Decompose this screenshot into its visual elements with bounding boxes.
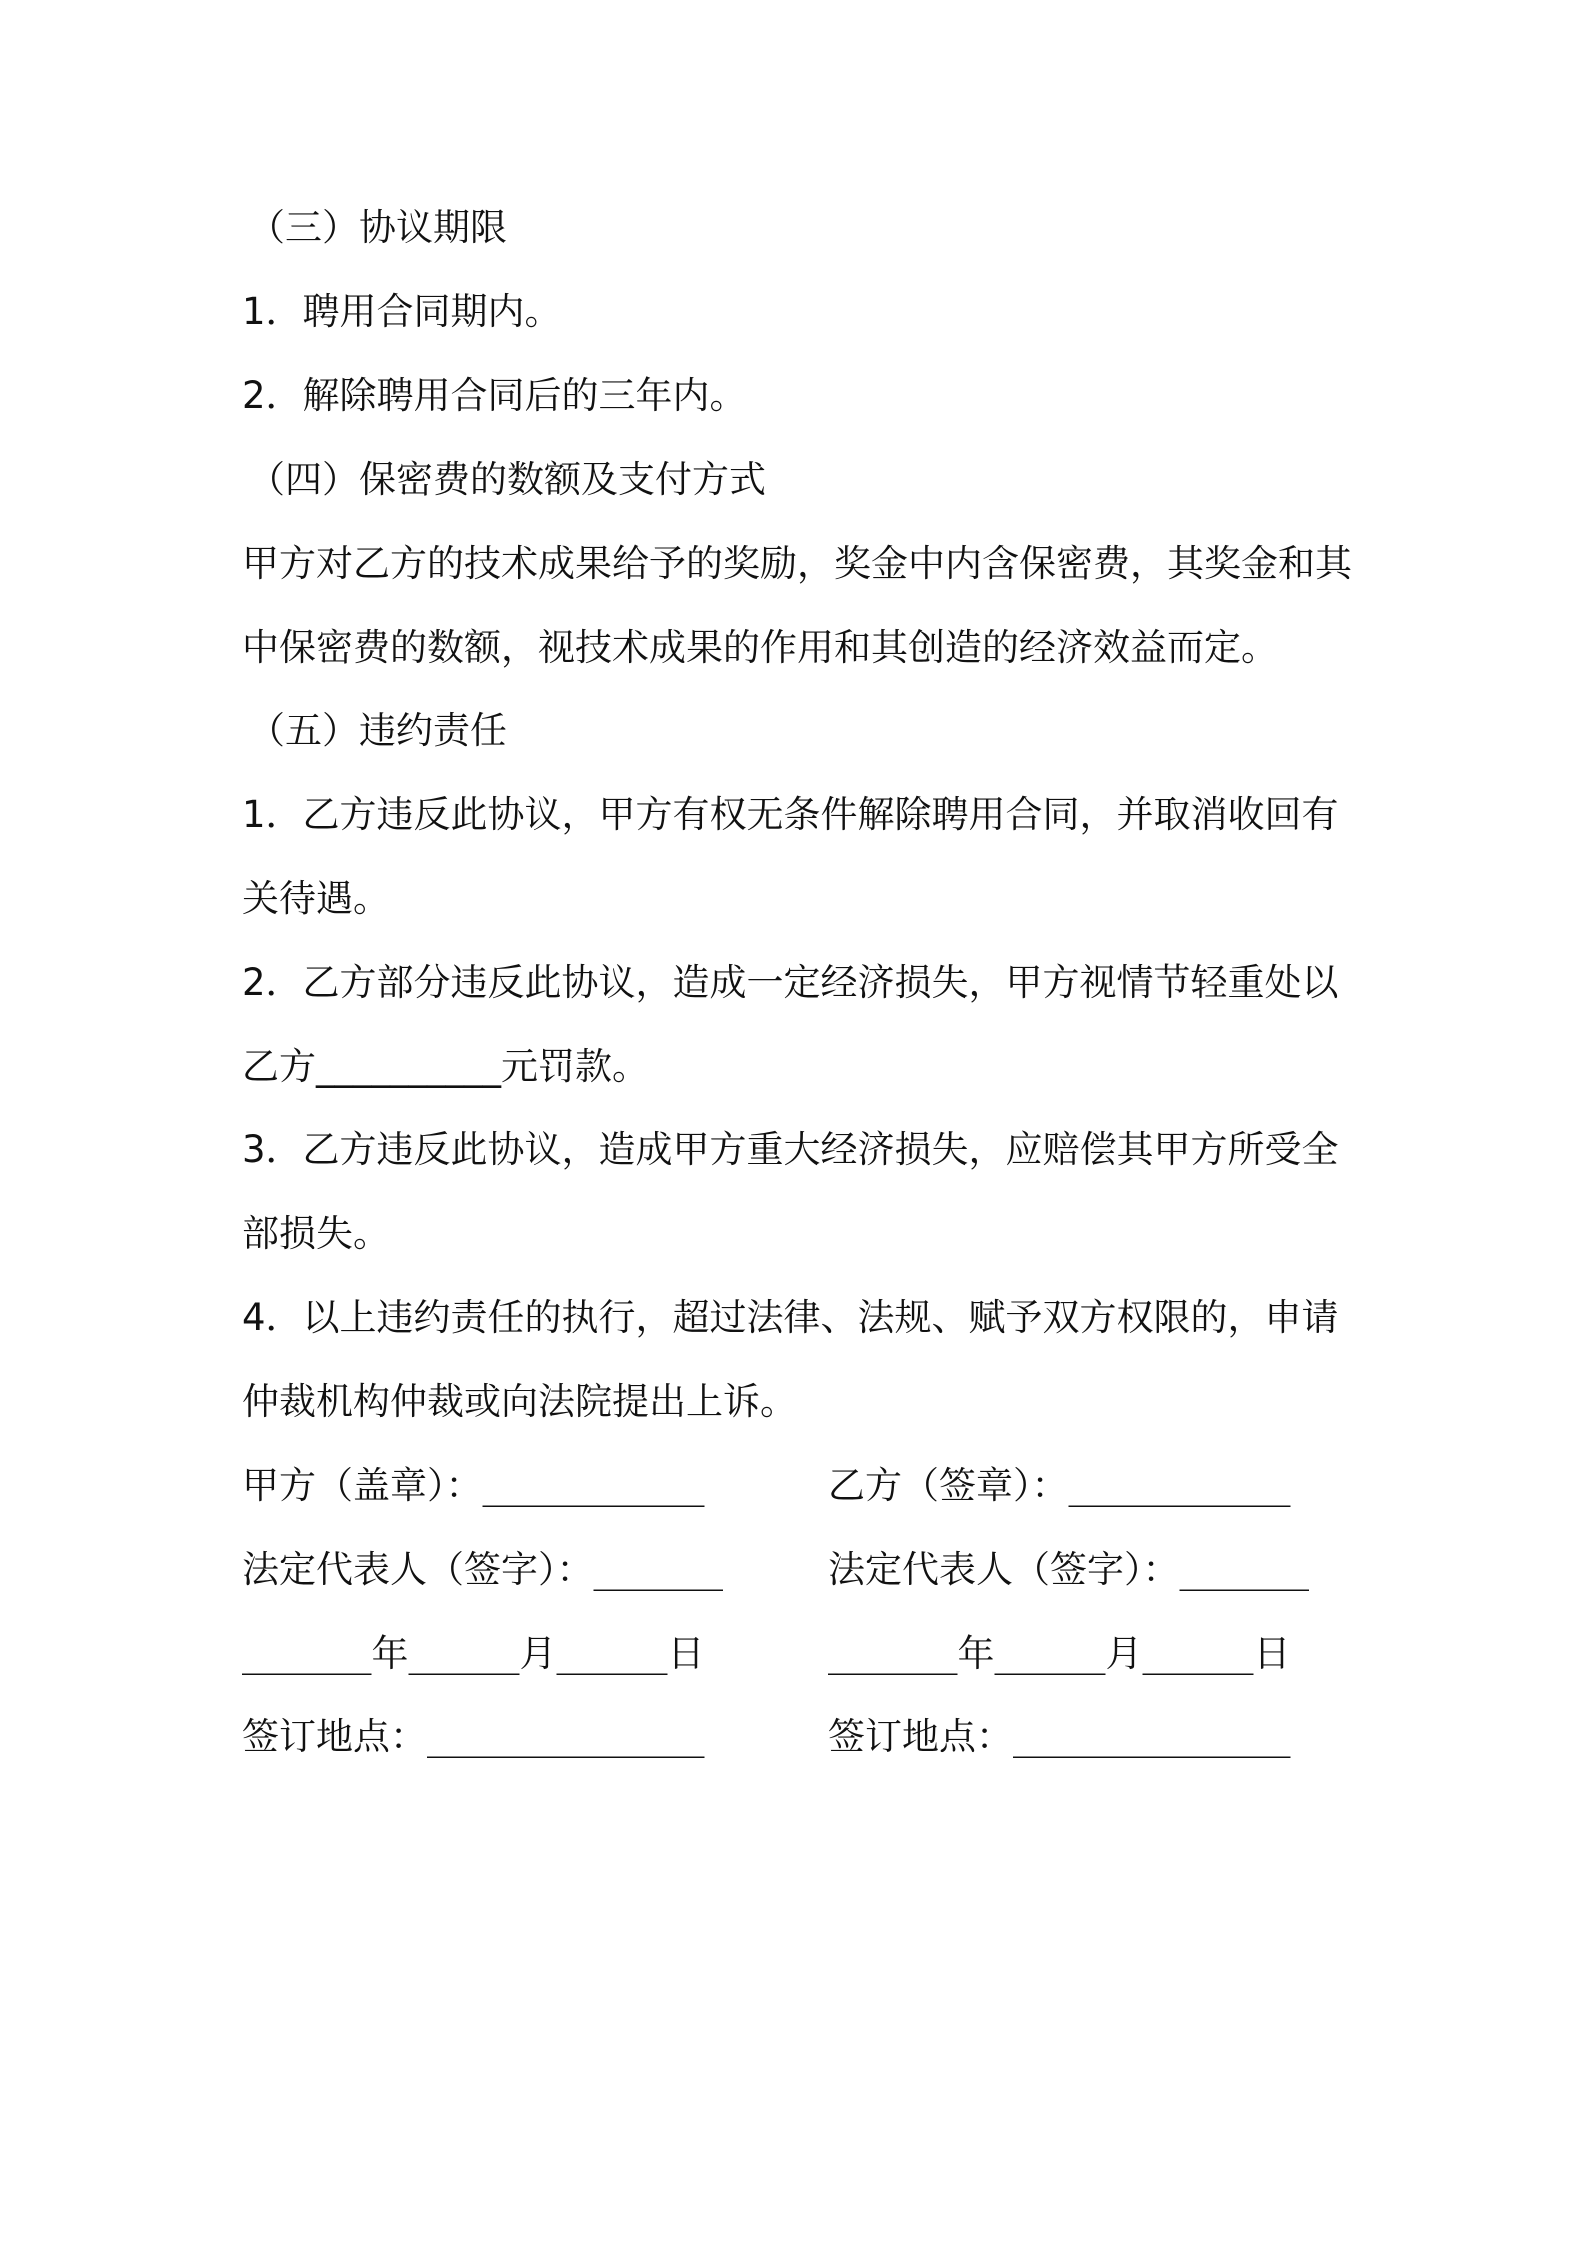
paragraph-line: 关待遇。 [242,877,390,920]
party-b-rep-field: 法定代表人（签字）：_______ [828,1548,1309,1591]
paragraph-line: 2．乙方部分违反此协议，造成一定经济损失，甲方视情节轻重处以 [242,961,1339,1004]
paragraph-line: 仲裁机构仲裁或向法院提出上诉。 [242,1380,797,1423]
paragraph-line: 1．聘用合同期内。 [242,290,562,333]
party-a-date-field: _______年______月______日 [242,1632,705,1675]
paragraph-line: 部损失。 [242,1212,390,1255]
section-heading-term: （三）协议期限 [248,206,507,249]
paragraph-line: 3．乙方违反此协议，造成甲方重大经济损失，应赔偿其甲方所受全 [242,1128,1339,1171]
paragraph-line: 甲方对乙方的技术成果给予的奖励，奖金中内含保密费，其奖金和其 [242,542,1352,585]
paragraph-line: 1．乙方违反此协议，甲方有权无条件解除聘用合同，并取消收回有 [242,793,1339,836]
party-b-date-field: _______年______月______日 [828,1632,1291,1675]
paragraph-line: 2．解除聘用合同后的三年内。 [242,374,747,417]
section-heading-liability: （五）违约责任 [248,709,507,752]
paragraph-line: 4．以上违约责任的执行，超过法律、法规、赋予双方权限的，申请 [242,1296,1339,1339]
party-a-seal-field: 甲方（盖章）：____________ [242,1464,705,1507]
section-heading-fee: （四）保密费的数额及支付方式 [248,458,766,501]
party-a-place-field: 签订地点：_______________ [242,1715,705,1758]
party-b-seal-field: 乙方（签章）：____________ [828,1464,1291,1507]
paragraph-line: 中保密费的数额，视技术成果的作用和其创造的经济效益而定。 [242,626,1278,669]
party-b-place-field: 签订地点：_______________ [828,1715,1291,1758]
party-a-rep-field: 法定代表人（签字）：_______ [242,1548,723,1591]
paragraph-line: 乙方__________元罚款。 [242,1045,649,1088]
